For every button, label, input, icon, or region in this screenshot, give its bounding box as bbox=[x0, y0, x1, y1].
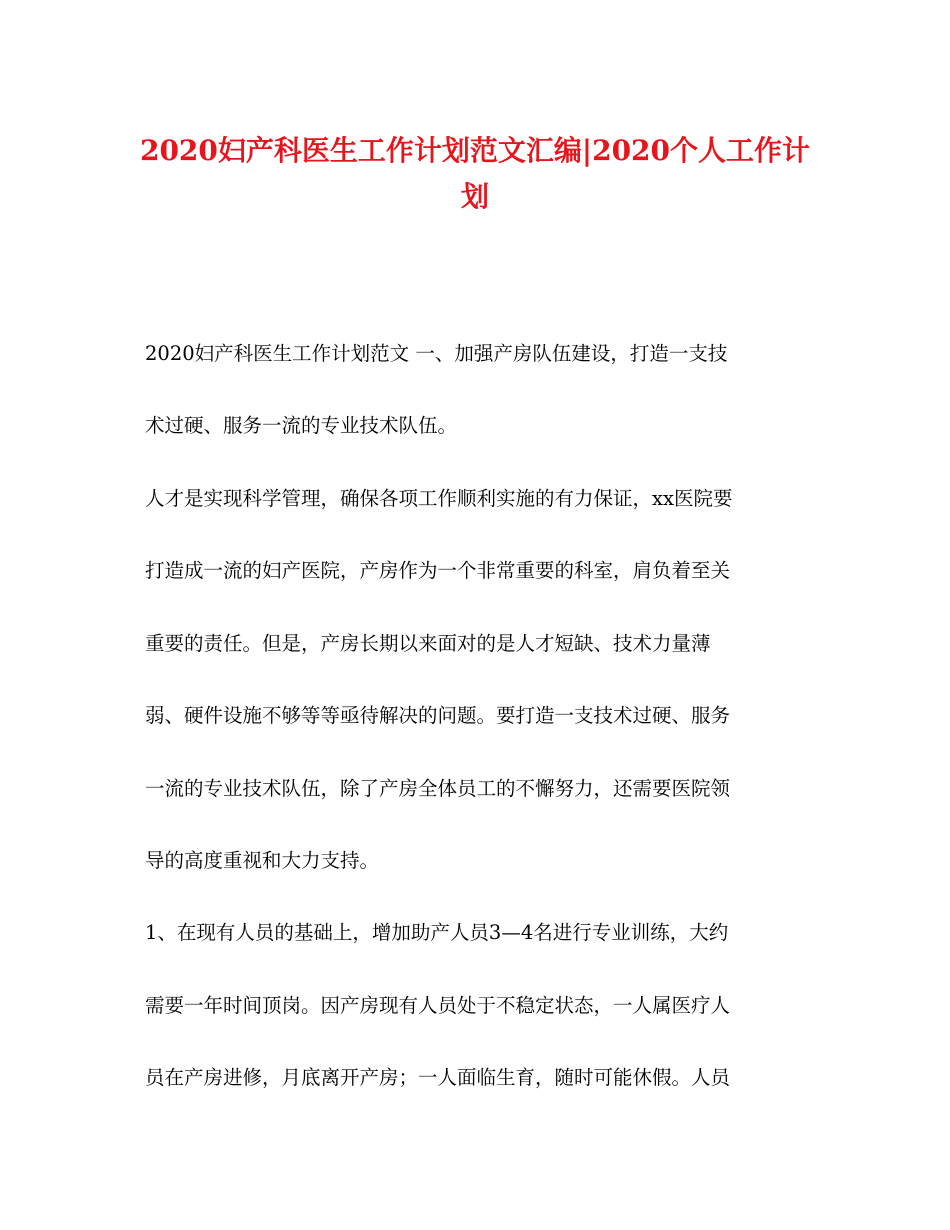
body-line-11: 员在产房进修，月底离开产房；一人面临生育，随时可能休假。人员 bbox=[145, 1066, 731, 1089]
title-line-2: 划 bbox=[460, 180, 489, 213]
document-title bbox=[120, 128, 830, 220]
title-line-1: 2020妇产科医生工作计划范文汇编|2020个人工作计 bbox=[139, 134, 811, 167]
body-line-6: 弱、硬件设施不够等等亟待解决的问题。要打造一支技术过硬、服务 bbox=[145, 704, 731, 727]
body-line-2: 术过硬、服务一流的专业技术队伍。 bbox=[145, 414, 458, 437]
body-line-10: 需要一年时间顶岗。因产房现有人员处于不稳定状态，一人属医疗人 bbox=[145, 994, 731, 1017]
body-line-7: 一流的专业技术队伍，除了产房全体员工的不懈努力，还需要医院领 bbox=[145, 777, 731, 800]
body-line-4: 打造成一流的妇产医院，产房作为一个非常重要的科室，肩负着至关 bbox=[145, 559, 731, 582]
body-line-8: 导的高度重视和大力支持。 bbox=[145, 849, 380, 872]
body-line-5: 重要的责任。但是，产房长期以来面对的是人才短缺、技术力量薄 bbox=[145, 632, 711, 655]
body-line-9: 1、在现有人员的基础上，增加助产人员3—4名进行专业训练，大约 bbox=[145, 921, 729, 944]
body-line-3: 人才是实现科学管理，确保各项工作顺利实施的有力保证，xx医院要 bbox=[145, 487, 733, 510]
body-line-1: 2020妇产科医生工作计划范文 一、加强产房队伍建设，打造一支技 bbox=[145, 342, 728, 365]
